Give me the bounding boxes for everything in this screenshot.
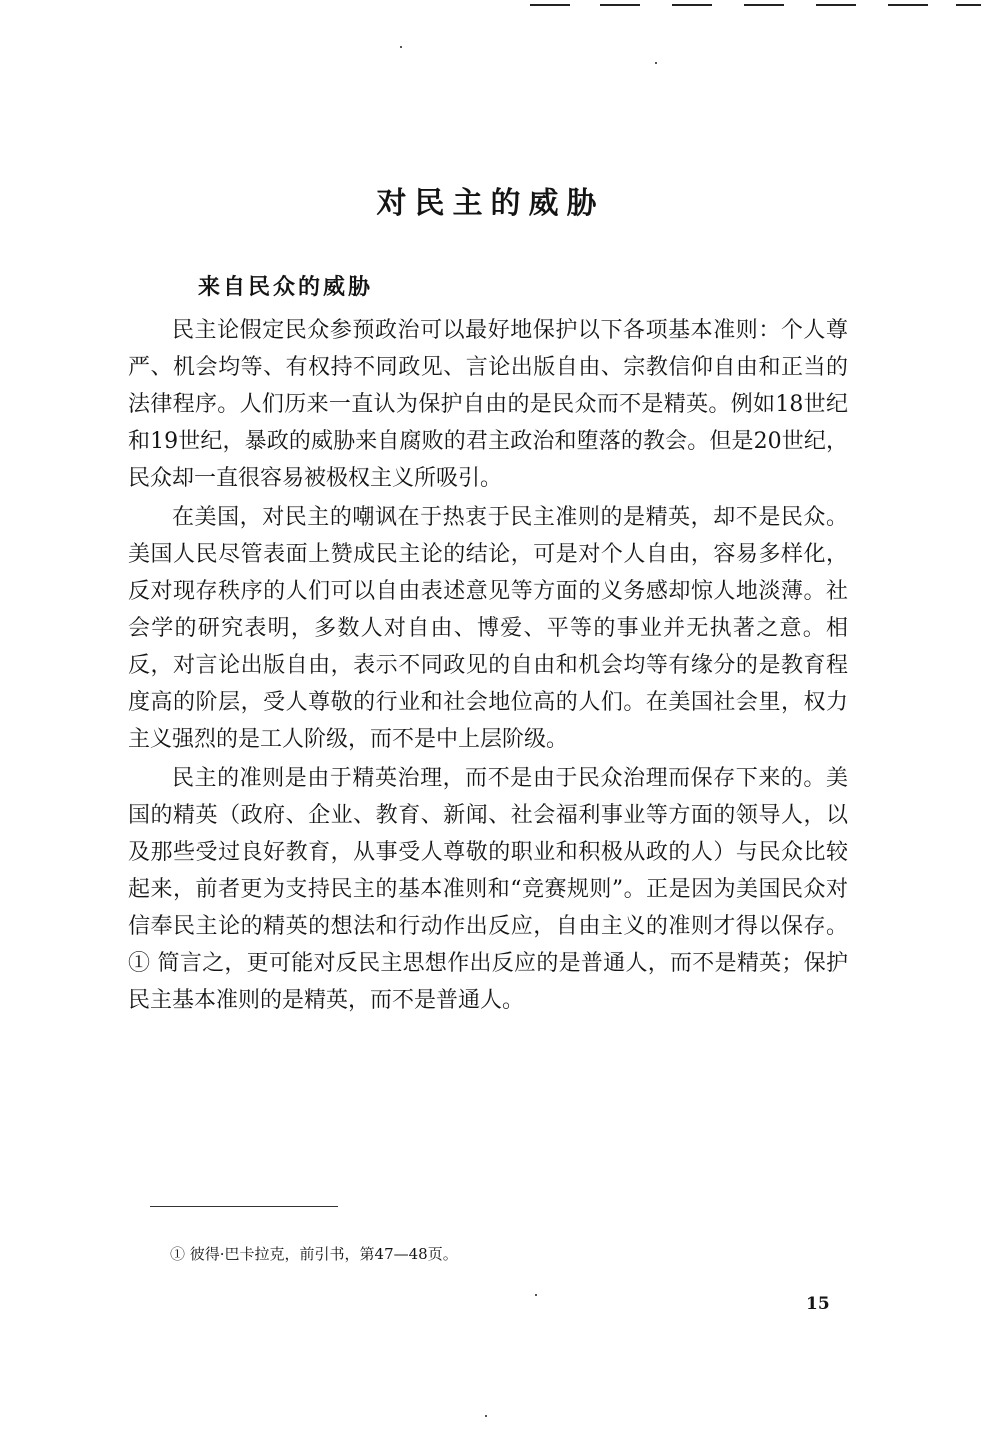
header-rule-3 [672,4,712,6]
scan-speck [535,1294,537,1296]
header-rule-7 [956,4,981,6]
scan-speck [485,1415,487,1417]
header-rule-4 [744,4,784,6]
body-text [128,312,848,1021]
footnote-divider [150,1206,338,1207]
paragraph: 民主的准则是由于精英治理，而不是由于民众治理而保存下来的。美国的精英（政府、企业、教育、新闻、社会福利事业等方面的领导人，以及那些受过良好教育，从事受人尊敬的职业和积极从政的人）与民众比较起来，前者更为支持民主的基本准则和“竞赛规则”。正是因为美国民众对信奉民主论的精英的想法和行动作出反应，自由主义的准则才得以保存。① 简言之，更可能对反民主思想作出反应的是普通人，而不是精英；保护民主基本准则的是精英，而不是普通人。 [128,766,848,1013]
scan-speck [655,62,657,64]
paragraph: 民主论假定民众参预政治可以最好地保护以下各项基本准则：个人尊严、机会均等、有权持不同政见、言论出版自由、宗教信仰自由和正当的法律程序。人们历来一直认为保护自由的是民众而不是精英。例如18世纪和19世纪，暴政的威胁来自腐败的君主政治和堕落的教会。但是20世纪，民众却一直很容易被极权主义所吸引。 [128,318,848,491]
header-rule-1 [530,4,570,6]
scan-speck [400,46,402,48]
section-heading: 来自民众的威胁 [198,274,374,300]
chapter-title: 对民主的威胁 [376,186,605,221]
header-rule-2 [600,4,640,6]
header-rule-6 [888,4,928,6]
paragraph: 在美国，对民主的嘲讽在于热衷于民主准则的是精英，却不是民众。美国人民尽管表面上赞成民主论的结论，可是对个人自由，容易多样化，反对现存秩序的人们可以自由表述意见等方面的义务感却惊人地淡薄。社会学的研究表明，多数人对自由、博爱、平等的事业并无执著之意。相反，对言论出版自由，表示不同政见的自由和机会均等有缘分的是教育程度高的阶层，受人尊敬的行业和社会地位高的人们。在美国社会里，权力主义强烈的是工人阶级，而不是中上层阶级。 [128,505,848,752]
footnote: ① 彼得·巴卡拉克，前引书，第47—48页。 [170,1245,458,1263]
page-number: 15 [806,1294,830,1314]
header-rule-5 [816,4,856,6]
